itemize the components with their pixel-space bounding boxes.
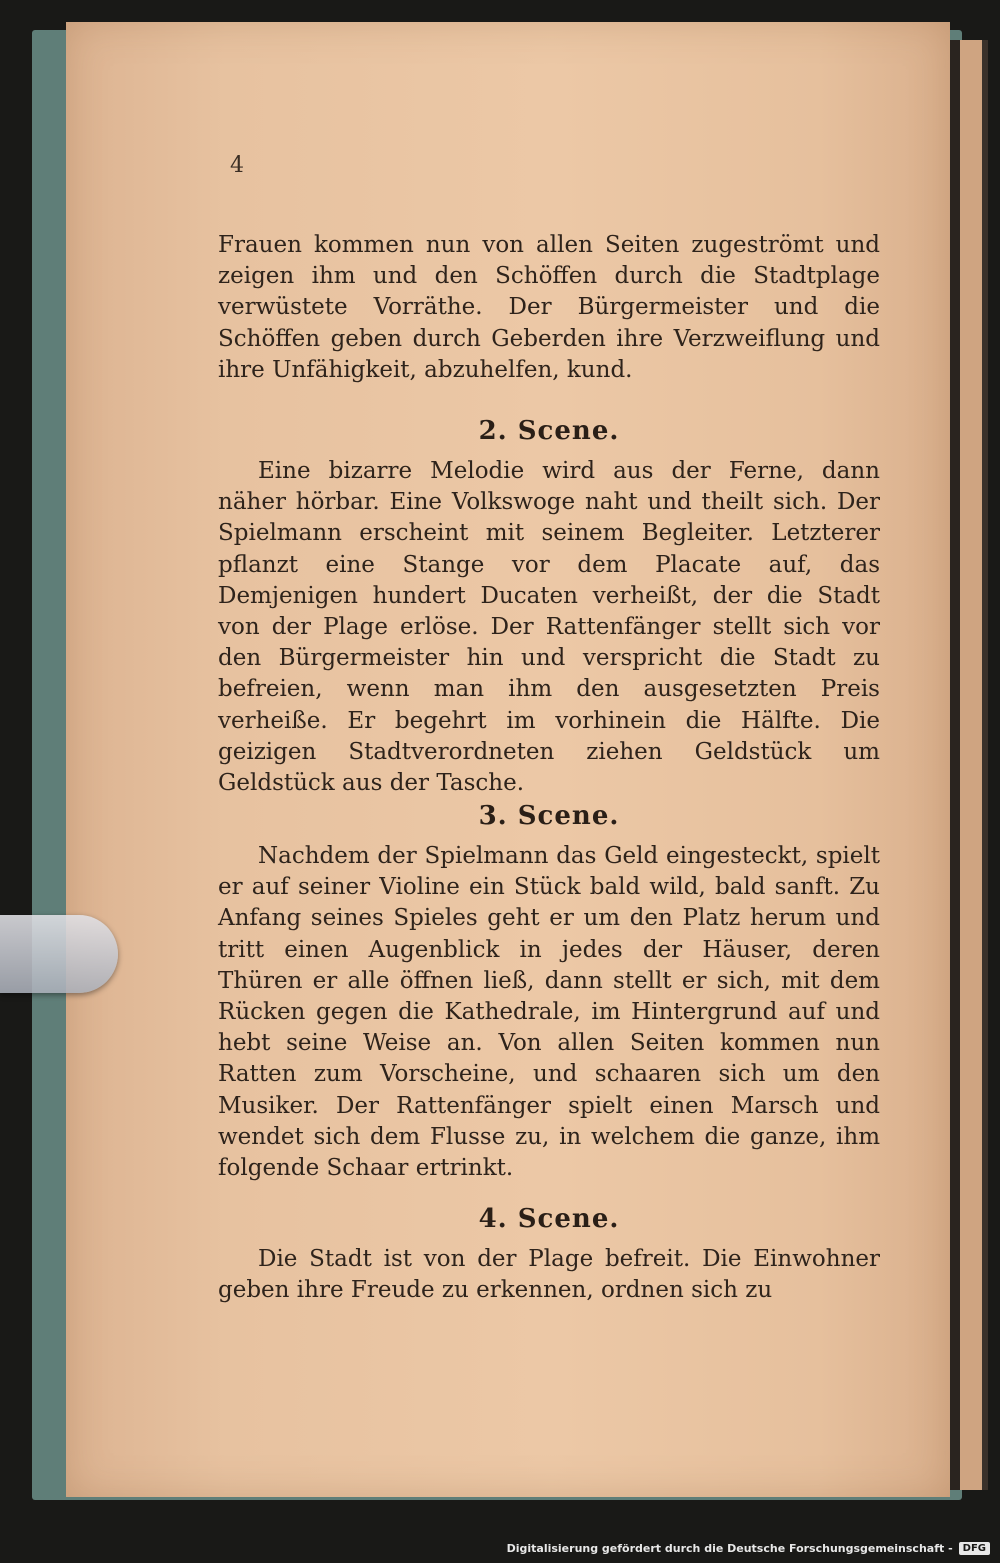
next-leaf-edge — [960, 40, 982, 1490]
scene-heading-2: 2. Scene. — [478, 416, 620, 446]
footer-credit: Digitalisierung gefördert durch die Deutsche Forschungsgemeinschaft - — [506, 1541, 953, 1555]
binding-shadow — [982, 40, 988, 1490]
page-edge — [950, 40, 960, 1490]
paragraph-3: Nachdem der Spielmann das Geld eingesteckt, spielt er auf seiner Violine ein Stück bald wild, bald sanft. Zu Anfang seines Spieles geht er um den Platz herum und tritt einen Augenblick in jedes der Häuser, deren Thüren er alle öffnen ließ, dann stellt er sich, mit dem Rücken gegen die Kathedrale, im Hintergrund auf und hebt seine Weise an. Von allen Seiten kommen nun Ratten zum Vorscheine, und schaaren sich um den Musiker. Der Rattenfänger spielt einen Marsch und wendet sich dem Flusse zu, in welchem die ganze, ihm folgende Schaar ertrinkt. — [218, 843, 880, 1182]
digitization-footer — [507, 1539, 990, 1557]
page-holder-clip — [0, 915, 118, 993]
paragraph-2: Eine bizarre Melodie wird aus der Ferne, dann näher hörbar. Eine Volkswoge naht und theilt sich. Der Spielmann erscheint mit seinem Begleiter. Letzterer pflanzt eine Stange vor dem Placate auf, das Demjenigen hundert Ducaten verheißt, der die Stadt von der Plage erlöse. Der Rattenfänger stellt sich vor den Bürgermeister hin und verspricht die Stadt zu befreien, wenn man ihm den ausgesetzten Preis verheiße. Er begehrt im vorhinein die Hälfte. Die geizigen Stadtverordneten ziehen Geldstück um Geldstück aus der Tasche. — [218, 458, 880, 797]
scene-heading-3: 3. Scene. — [478, 801, 620, 831]
dfg-logo: DFG — [959, 1542, 990, 1555]
page-number: 4 — [230, 153, 244, 178]
paragraph-1: Frauen kommen nun von allen Seiten zugeströmt und zeigen ihm und den Schöffen durch die Stadtplage verwüstete Vorräthe. Der Bürgermeister und die Schöffen geben durch Geberden ihre Verzweiflung und ihre Unfähigkeit, abzuhelfen, kund. — [218, 232, 880, 383]
paragraph-4: Die Stadt ist von der Plage befreit. Die Einwohner geben ihre Freude zu erkennen, ordnen sich zu — [218, 1246, 880, 1304]
scene-heading-4: 4. Scene. — [478, 1204, 620, 1234]
